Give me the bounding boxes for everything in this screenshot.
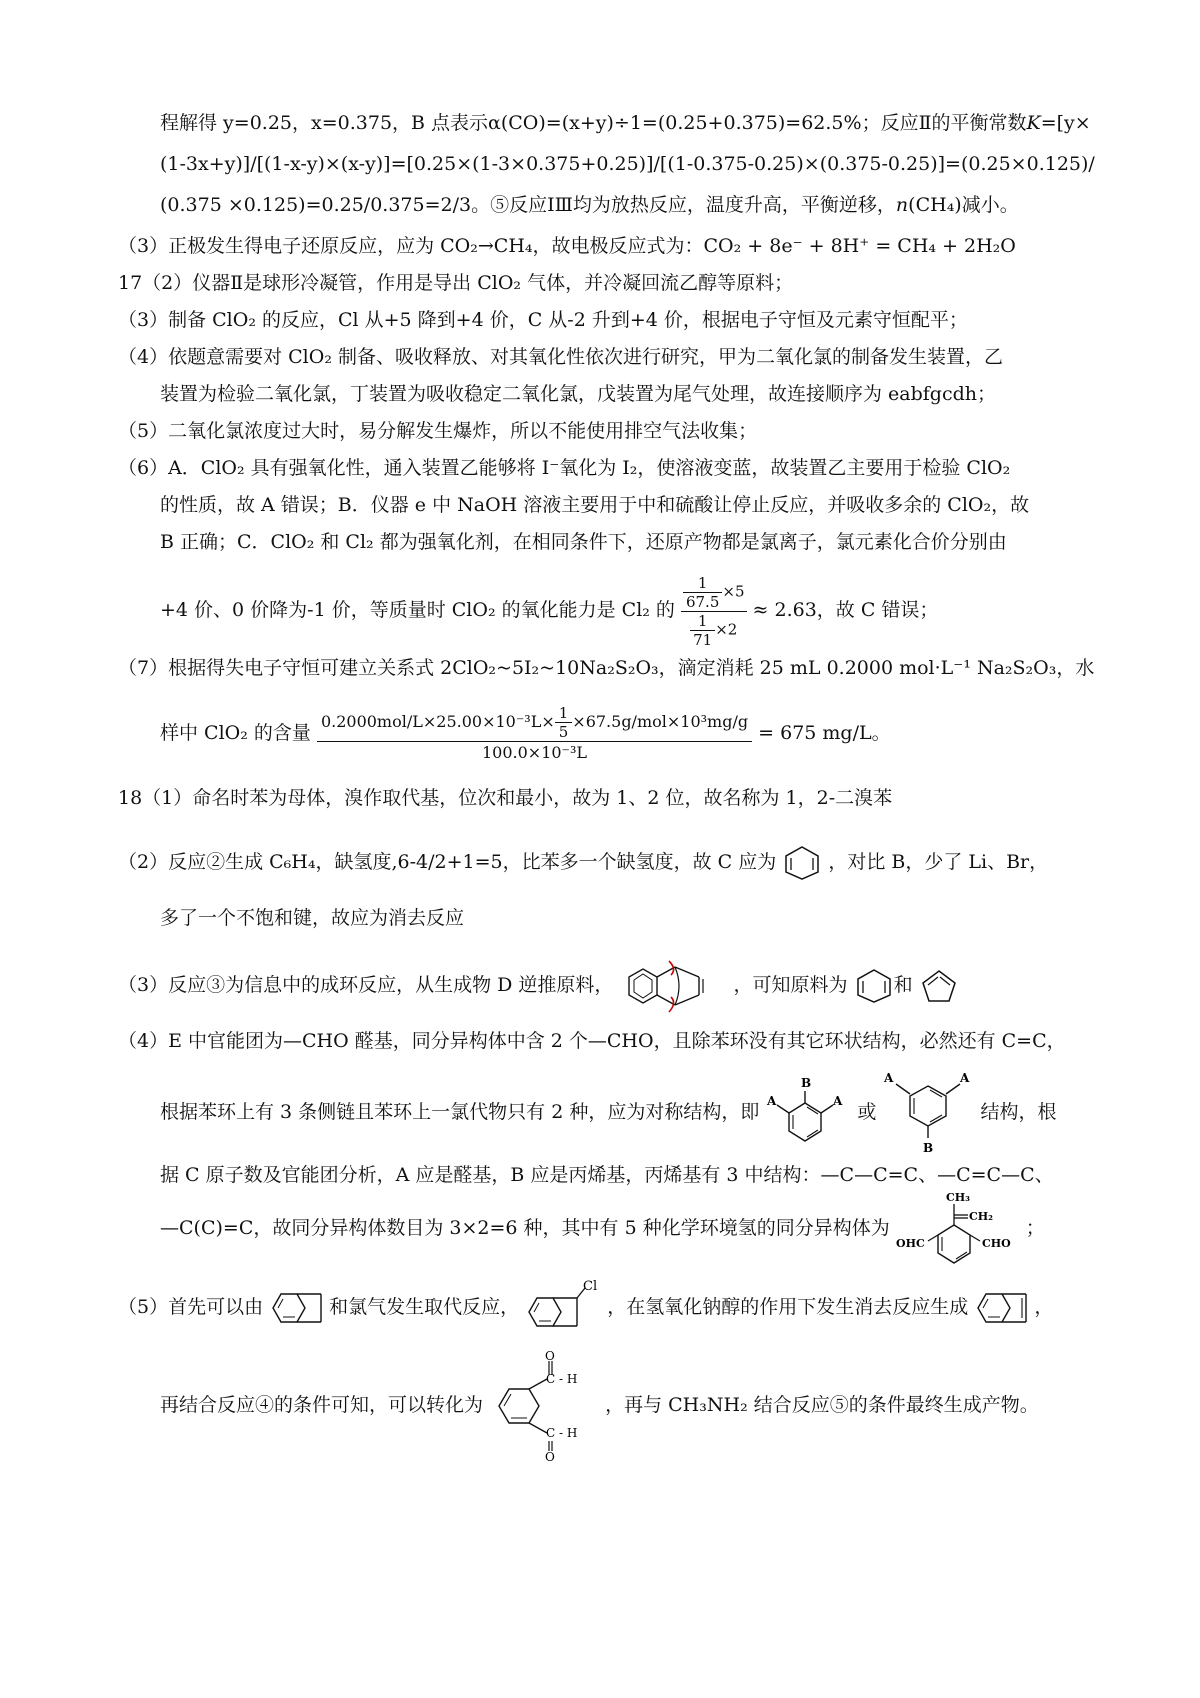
label-a: A [767,1094,777,1108]
paragraph-line [160,192,1019,218]
label-ohc: OHC [895,1237,925,1250]
text: ，对比 B，少了 Li、Br， [828,851,1049,873]
text-italic: K [1026,112,1041,134]
text: ，再与 CH₃NH₂ 结合反应⑤的条件最终生成产物。 [605,1394,1039,1416]
isomer-structure [896,1189,1026,1269]
paragraph-line: （3）正极发生得电子还原反应，应为 CO₂→CH₄，故电极反应式为：CO₂ + 8e⁻ + 8H⁺ = CH₄ + 2H₂O [118,235,1016,257]
text: 程解得 y=0.25，x=0.375，B 点表示α(CO)=(x+y)÷1=(0.25+0.375)=62.5%；反应Ⅱ的平衡常数 [160,112,1027,134]
paragraph-line [118,842,1048,882]
paragraph-line: (1-3x+y)]/[(1-x-y)×(x-y)]=[0.25×(1-3×0.375+0.25)]/[(1-0.375-0.25)×(0.375-0.25)]=(0.25×0.125)/ [160,153,1095,175]
text: —C(C)=C，故同分异构体数目为 3×2=6 种，其中有 5 种化学环境氢的同分异构体为 [160,1217,890,1239]
text: 根据苯环上有 3 条侧链且苯环上一氯代物只有 2 种，应为对称结构，即 [160,1101,760,1123]
chloro-benzocyclobutene-structure [525,1280,601,1336]
label-b: B [801,1076,812,1090]
text: （5）首先可以由 [118,1296,264,1318]
numerator: 1 [683,574,722,593]
denominator: 100.0×10⁻³L [481,743,588,762]
denominator: 67.5 [685,592,720,611]
phthalaldehyde-structure [489,1351,599,1461]
paragraph-line: 18（1）命名时苯为母体，溴作取代基，位次和最小，故为 1、2 位，故名称为 1，2-二溴苯 [118,787,893,809]
label-a: A [960,1071,970,1085]
text: ； [1025,1217,1045,1239]
label-a: A [884,1071,894,1085]
text: 样中 ClO₂ 的含量 [160,722,311,744]
paragraph-line: B 正确；C．ClO₂ 和 Cl₂ 都为强氧化剂，在相同条件下，还原产物都是氯离子，氯元素化合价分别由 [160,531,1007,553]
paragraph-line [160,110,1091,136]
paragraph-line [160,570,938,650]
text: (CH₄)减小。 [908,194,1019,216]
text: 再结合反应④的条件可知，可以转化为 [160,1394,484,1416]
fraction [683,574,722,611]
text: ×67.5g/mol×10³mg/g [572,712,749,731]
label-cho: CHO [981,1237,1011,1250]
numerator: 1 [555,704,573,723]
text: ， [1034,1296,1054,1318]
label-cl: Cl [583,1280,598,1294]
paragraph-line [160,700,891,766]
text: 和氯气发生取代反应， [329,1296,520,1318]
text: (0.375 ×0.125)=0.25/0.375=2/3。⑤反应ⅠⅢ均为放热反应，温度升高，平衡逆移， [160,194,896,216]
text: 和 [893,974,913,996]
benzyne-structure [854,968,894,1004]
numerator: 1 [690,612,715,631]
product-d-structure [619,957,727,1015]
cyclopentadiene-structure [919,968,959,1004]
paragraph-line [160,1070,1057,1155]
numerator [317,704,752,742]
text: （2）反应②生成 C₆H₄，缺氢度,6-4/2+1=5，比苯多一个缺氢度，故 C 应为 [118,851,777,873]
paragraph-line: 装置为检验二氧化氯，丁装置为吸收稳定二氧化氯，戊装置为尾气处理，故连接顺序为 eabfgcdh； [160,383,997,405]
text: 或 [857,1101,877,1123]
paragraph-line: 17（2）仪器Ⅱ是球形冷凝管，作用是导出 ClO₂ 气体，并冷凝回流乙醇等原料； [118,272,794,294]
text: ≈ 2.63，故 C 错误； [752,599,939,621]
paragraph-line: （4）E 中官能团为—CHO 醛基，同分异构体中含 2 个—CHO，且除苯环没有其它环状结构，必然还有 C=C， [118,1030,1066,1052]
label-ch: C - H [546,1372,578,1386]
paragraph-line: （5）二氧化氯浓度过大时，易分解发生爆炸，所以不能使用排空气法收集； [118,420,758,442]
text: 结构，根 [980,1101,1057,1123]
label-a: A [833,1094,843,1108]
paragraph-line: （7）根据得失电子守恒可建立关系式 2ClO₂~5I₂~10Na₂S₂O₃，滴定消耗 25 mL 0.2000 mol·L⁻¹ Na₂S₂O₃，水 [118,657,1095,679]
fraction [690,612,715,649]
oxidation-ratio-fraction [681,574,747,649]
text: （3）反应③为信息中的成环反应，从生成物 D 逆推原料， [118,974,614,996]
meta-pattern-structure [882,1070,974,1156]
text: 0.2000mol/L×25.00×10⁻³L× [320,712,555,731]
label-ch2: CH₂ [968,1210,993,1223]
paragraph-line [160,1188,1045,1268]
paragraph-line: （6）A．ClO₂ 具有强氧化性，通入装置乙能够将 I⁻氧化为 I₂，使溶液变蓝，故装置乙主要用于检验 ClO₂ [118,457,1011,479]
paragraph-line: （4）依题意需要对 ClO₂ 制备、吸收释放、对其氧化性依次进行研究，甲为二氧化氯的制备发生装置，乙 [118,346,1003,368]
benzyne-structure [782,845,822,881]
label-b: B [923,1141,934,1155]
paragraph-line [118,955,959,1015]
text: =[y× [1040,112,1091,134]
text: = 675 mg/L。 [758,722,891,744]
paragraph-line [118,1277,1053,1337]
label-ch3: CH₃ [945,1191,970,1204]
concentration-fraction [317,704,752,764]
benzocyclobutadiene-structure [974,1288,1034,1328]
label-o: O [545,1450,555,1461]
text: ×5 [722,582,745,600]
label-ch: C - H [546,1426,578,1440]
text: ×2 [715,620,738,638]
label-o: O [545,1351,555,1363]
text: ，可知原料为 [733,974,848,996]
fraction [555,704,573,741]
benzocyclobutene-structure [269,1288,329,1328]
text: ，在氢氧化钠醇的作用下发生消去反应生成 [607,1296,969,1318]
paragraph-line: 据 C 原子数及官能团分析，A 应是醛基，B 应是丙烯基，丙烯基有 3 中结构：—C—C=C、—C=C—C、 [160,1164,1054,1186]
paragraph-line: （3）制备 ClO₂ 的反应，Cl 从+5 降到+4 价，C 从-2 升到+4 价，根据电子守恒及元素守恒配平； [118,309,968,331]
text-italic: n [895,194,909,216]
paragraph-line [160,1350,1039,1460]
denominator: 71 [693,630,713,649]
paragraph-line: 多了一个不饱和键，故应为消去反应 [160,907,465,929]
text: +4 价、0 价降为-1 价，等质量时 ClO₂ 的氧化能力是 Cl₂ 的 [160,599,675,621]
ortho-pattern-structure [765,1073,857,1153]
denominator: 5 [558,723,569,741]
paragraph-line: 的性质，故 A 错误；B．仪器 e 中 NaOH 溶液主要用于中和硫酸让停止反应，并吸收多余的 ClO₂，故 [160,494,1030,516]
